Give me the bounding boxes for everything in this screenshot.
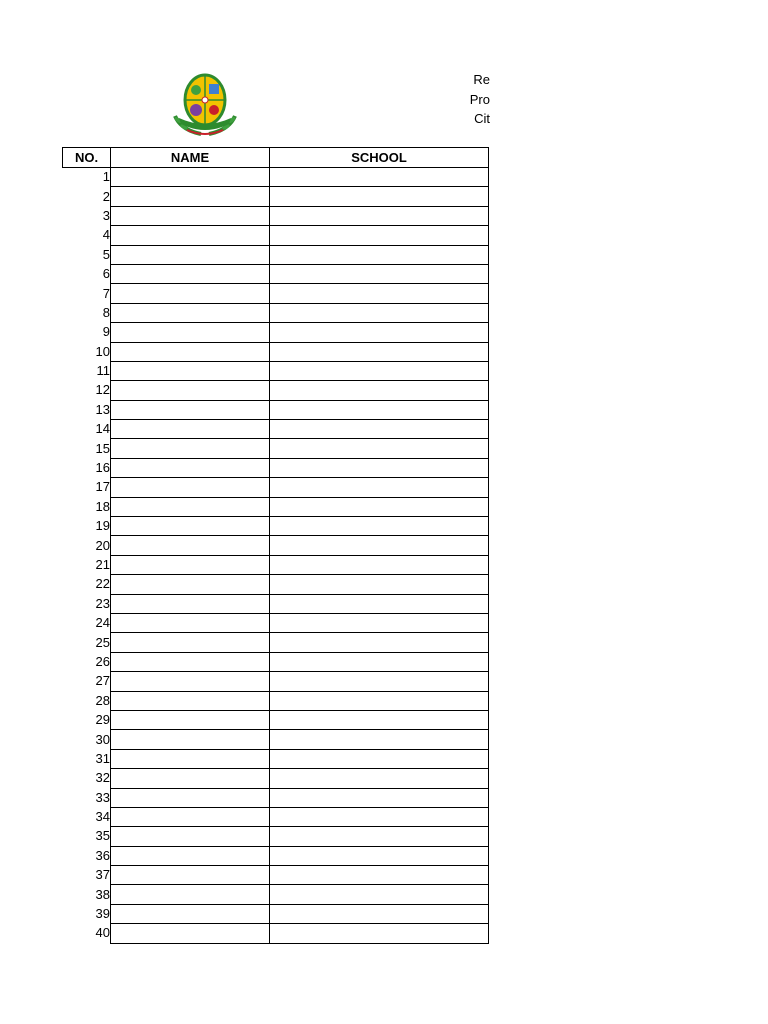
row-number: 29 <box>95 712 110 728</box>
table-row <box>63 361 489 380</box>
school-cell[interactable] <box>270 342 489 361</box>
header-line-2: Pro <box>469 91 490 107</box>
row-number: 16 <box>95 460 110 476</box>
row-number: 1 <box>102 169 110 185</box>
table-row <box>63 439 489 458</box>
name-cell[interactable] <box>111 284 270 303</box>
name-cell[interactable] <box>111 788 270 807</box>
school-cell[interactable] <box>270 458 489 477</box>
row-number: 10 <box>95 343 110 359</box>
name-cell[interactable] <box>111 691 270 710</box>
name-cell[interactable] <box>111 807 270 826</box>
roster-table <box>62 147 489 944</box>
name-cell[interactable] <box>111 536 270 555</box>
column-header-school: SCHOOL <box>270 148 489 168</box>
column-header-name: NAME <box>111 148 270 168</box>
school-cell[interactable] <box>270 691 489 710</box>
row-number: 7 <box>102 285 110 301</box>
row-number: 3 <box>102 207 110 223</box>
table-row <box>63 788 489 807</box>
school-cell[interactable] <box>270 652 489 671</box>
table-row <box>63 381 489 400</box>
name-cell[interactable] <box>111 497 270 516</box>
school-cell[interactable] <box>270 168 489 187</box>
school-cell[interactable] <box>270 264 489 283</box>
name-cell[interactable] <box>111 866 270 885</box>
table-row <box>63 749 489 768</box>
name-cell[interactable] <box>111 400 270 419</box>
school-cell[interactable] <box>270 594 489 613</box>
header-line-3: Cit <box>474 111 490 126</box>
table-row <box>63 652 489 671</box>
row-number: 5 <box>102 246 110 262</box>
table-row <box>63 769 489 788</box>
name-cell[interactable] <box>111 924 270 943</box>
table-row <box>63 730 489 749</box>
name-cell[interactable] <box>111 904 270 923</box>
table-row <box>63 323 489 342</box>
table-row <box>63 613 489 632</box>
table-row <box>63 885 489 904</box>
table-row <box>63 497 489 516</box>
row-number: 8 <box>102 304 110 320</box>
school-cell[interactable] <box>270 226 489 245</box>
row-number: 18 <box>95 498 110 514</box>
table-row <box>63 904 489 923</box>
name-cell[interactable] <box>111 827 270 846</box>
table-row <box>63 555 489 574</box>
row-number: 15 <box>95 440 110 456</box>
row-number: 38 <box>95 886 110 902</box>
row-number: 35 <box>95 828 110 844</box>
row-number: 2 <box>102 188 110 204</box>
header-text-block <box>440 70 490 129</box>
row-number: 25 <box>95 634 110 650</box>
table-row <box>63 807 489 826</box>
row-number: 23 <box>95 595 110 611</box>
table-row <box>63 710 489 729</box>
table-row <box>63 342 489 361</box>
school-cell[interactable] <box>270 633 489 652</box>
school-cell[interactable] <box>270 710 489 729</box>
school-cell[interactable] <box>270 497 489 516</box>
row-number: 33 <box>95 789 110 805</box>
row-number: 31 <box>95 750 110 766</box>
row-number: 13 <box>95 401 110 417</box>
school-cell[interactable] <box>270 730 489 749</box>
name-cell[interactable] <box>111 187 270 206</box>
school-cell[interactable] <box>270 206 489 225</box>
row-number: 20 <box>95 537 110 553</box>
column-header-no: NO. <box>63 148 111 168</box>
table-row <box>63 672 489 691</box>
name-cell[interactable] <box>111 206 270 225</box>
row-number: 17 <box>95 479 110 495</box>
row-number: 40 <box>95 925 110 941</box>
table-row <box>63 264 489 283</box>
school-cell[interactable] <box>270 555 489 574</box>
school-cell[interactable] <box>270 575 489 594</box>
row-number: 30 <box>95 731 110 747</box>
name-cell[interactable] <box>111 769 270 788</box>
row-number: 26 <box>95 653 110 669</box>
school-cell[interactable] <box>270 924 489 943</box>
table-header-row <box>63 148 489 168</box>
school-cell[interactable] <box>270 536 489 555</box>
table-body <box>63 168 489 944</box>
table-row <box>63 866 489 885</box>
table-row <box>63 846 489 865</box>
table-row <box>63 517 489 536</box>
city-seal-icon <box>171 72 239 138</box>
school-cell[interactable] <box>270 439 489 458</box>
school-cell[interactable] <box>270 420 489 439</box>
name-cell[interactable] <box>111 361 270 380</box>
table-row <box>63 284 489 303</box>
row-number: 32 <box>95 770 110 786</box>
name-cell[interactable] <box>111 710 270 729</box>
row-number: 14 <box>95 421 110 437</box>
name-cell[interactable] <box>111 672 270 691</box>
school-cell[interactable] <box>270 381 489 400</box>
table-row <box>63 245 489 264</box>
header-line-1: Re <box>473 72 490 87</box>
table-row <box>63 420 489 439</box>
school-cell[interactable] <box>270 904 489 923</box>
table-row <box>63 536 489 555</box>
name-cell[interactable] <box>111 478 270 497</box>
school-cell[interactable] <box>270 866 489 885</box>
name-cell[interactable] <box>111 323 270 342</box>
name-cell[interactable] <box>111 613 270 632</box>
school-cell[interactable] <box>270 788 489 807</box>
school-cell[interactable] <box>270 478 489 497</box>
school-cell[interactable] <box>270 303 489 322</box>
school-cell[interactable] <box>270 323 489 342</box>
school-cell[interactable] <box>270 885 489 904</box>
school-cell[interactable] <box>270 245 489 264</box>
row-number: 36 <box>95 847 110 863</box>
name-cell[interactable] <box>111 381 270 400</box>
table-row <box>63 691 489 710</box>
school-cell[interactable] <box>270 749 489 768</box>
table-row <box>63 594 489 613</box>
row-number: 27 <box>95 673 110 689</box>
table-row <box>63 206 489 225</box>
name-cell[interactable] <box>111 652 270 671</box>
school-cell[interactable] <box>270 284 489 303</box>
row-number: 34 <box>95 809 110 825</box>
row-number: 11 <box>96 363 110 379</box>
row-number: 28 <box>95 692 110 708</box>
name-cell[interactable] <box>111 245 270 264</box>
name-cell[interactable] <box>111 303 270 322</box>
name-cell[interactable] <box>111 730 270 749</box>
name-cell[interactable] <box>111 575 270 594</box>
row-number: 24 <box>95 615 110 631</box>
name-cell[interactable] <box>111 168 270 187</box>
name-cell[interactable] <box>111 264 270 283</box>
name-cell[interactable] <box>111 749 270 768</box>
table-row <box>63 400 489 419</box>
row-number: 21 <box>95 557 110 572</box>
name-cell[interactable] <box>111 633 270 652</box>
table-row <box>63 226 489 245</box>
table-row <box>63 633 489 652</box>
row-number: 4 <box>102 227 110 243</box>
table-row <box>63 187 489 206</box>
table-row <box>63 575 489 594</box>
row-number: 37 <box>95 867 110 883</box>
name-cell[interactable] <box>111 555 270 574</box>
name-cell[interactable] <box>111 594 270 613</box>
school-cell[interactable] <box>270 613 489 632</box>
table-row <box>63 168 489 187</box>
school-cell[interactable] <box>270 361 489 380</box>
row-number: 9 <box>102 324 110 340</box>
school-cell[interactable] <box>270 400 489 419</box>
school-cell[interactable] <box>270 187 489 206</box>
table-row <box>63 478 489 497</box>
row-number: 6 <box>102 266 110 282</box>
table-row <box>63 458 489 477</box>
row-number: 22 <box>95 576 110 592</box>
row-number: 19 <box>95 518 110 534</box>
school-cell[interactable] <box>270 672 489 691</box>
name-cell[interactable] <box>111 420 270 439</box>
name-cell[interactable] <box>111 226 270 245</box>
school-cell[interactable] <box>270 807 489 826</box>
school-cell[interactable] <box>270 769 489 788</box>
row-number: 12 <box>95 382 110 398</box>
name-cell[interactable] <box>111 342 270 361</box>
name-cell[interactable] <box>111 885 270 904</box>
school-cell[interactable] <box>270 846 489 865</box>
name-cell[interactable] <box>111 846 270 865</box>
name-cell[interactable] <box>111 439 270 458</box>
name-cell[interactable] <box>111 458 270 477</box>
name-cell[interactable] <box>111 517 270 536</box>
table-row <box>63 827 489 846</box>
row-number: 39 <box>95 906 110 922</box>
table-row <box>63 924 489 943</box>
school-cell[interactable] <box>270 827 489 846</box>
table-row <box>63 303 489 322</box>
school-cell[interactable] <box>270 517 489 536</box>
